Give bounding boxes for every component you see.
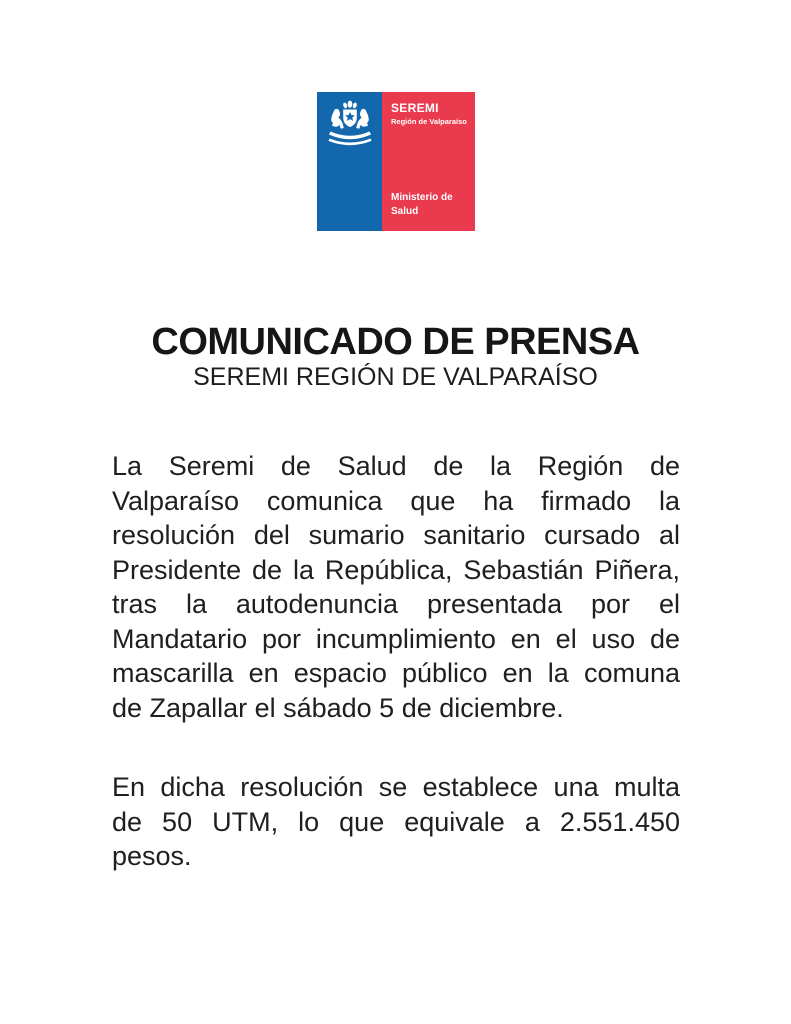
text-line: mascarilla en espacio público en la comuna (112, 658, 680, 688)
text-line: Valparaíso comunica que ha firmado la (112, 485, 680, 516)
logo-region-name: Región de Valparaíso (391, 117, 467, 126)
logo-red-panel (382, 92, 475, 231)
logo-ministry-line2: Salud (391, 205, 419, 217)
page-title: COMUNICADO DE PRENSA (151, 321, 640, 363)
body-paragraph-2 (112, 770, 680, 874)
logo-spacer (391, 126, 469, 191)
logo-ministry-name (391, 191, 469, 218)
logo-agency-name: SEREMI (391, 101, 439, 115)
logo-blue-panel (317, 92, 382, 231)
text-line: resolución del sumario sanitario cursado al (112, 520, 680, 550)
text-line: de Zapallar el sábado 5 de diciembre. (112, 692, 564, 723)
text-line: Presidente de la República, Sebastián Piñera, (112, 554, 680, 585)
chile-coat-of-arms-icon (326, 100, 374, 146)
body-paragraph-1 (112, 449, 680, 725)
text-line: pesos. (112, 841, 192, 871)
text-line: de 50 UTM, lo que equivale a 2.551.450 (112, 806, 680, 837)
text-line: Mandatario por incumplimiento en el uso de (112, 623, 680, 654)
logo-ministry-line1: Ministerio de (391, 192, 453, 203)
text-line: La Seremi de Salud de la Región de (112, 451, 680, 481)
text-line: tras la autodenuncia presentada por el (112, 589, 680, 619)
ministry-logo (317, 92, 475, 231)
page-subtitle: SEREMI REGIÓN DE VALPARAÍSO (193, 363, 598, 391)
text-line: En dicha resolución se establece una multa (112, 772, 680, 802)
